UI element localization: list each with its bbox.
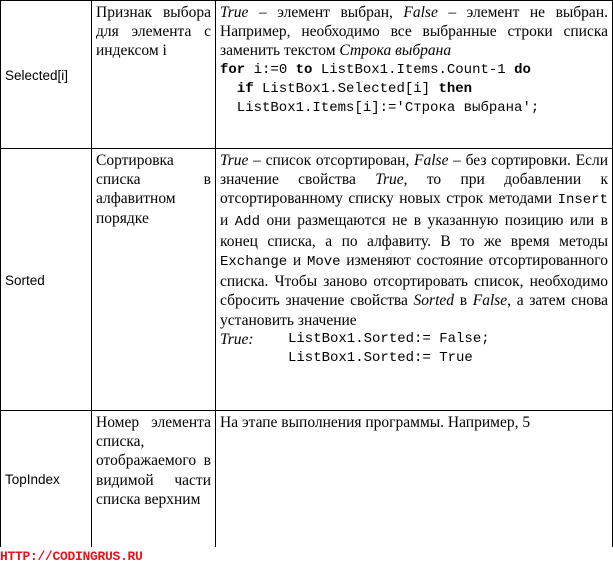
text-run: , то при добавлении к отсортированному списку новых строк методами [220,171,608,208]
code-line: ListBox1.Sorted:= True [288,350,473,367]
text-run: True [375,171,404,189]
property-description-cell [216,149,613,411]
property-meaning-cell: Признак выбора для элемента с индексом i [92,1,216,149]
text-run [220,81,237,97]
description-text [220,3,608,61]
text-run: Exchange [220,254,288,271]
code-line [220,99,608,118]
code-line [220,80,608,99]
text-run: Move [306,254,341,271]
text-run: ListBox1.Items.Count-1 [312,61,515,78]
text-run: ListBox1.Selected[i] [253,80,439,97]
text-run: , а затем снова установить значение [220,292,608,329]
text-run: Строка выбрана [339,42,452,60]
text-run: False [414,152,449,169]
text-run: Add [234,213,260,230]
code-example [220,61,608,119]
table-row [1,1,613,149]
property-description-cell [216,1,613,149]
text-run: False [472,292,508,310]
property-meaning-cell: Сортировка списка в алфавитном порядке [92,149,216,411]
text-run: и [287,252,307,270]
text-run: to [295,61,313,78]
text-run: if [236,80,254,97]
text-run: then [438,80,473,97]
code-prefix: True: [220,330,254,348]
property-meaning-cell: Номер элемента списка, отображаемого в видимой части списка верхним [92,411,216,547]
property-name-cell: Selected[i] [1,1,92,149]
property-description-cell: На этапе выполнения программы. Например, 5 [216,411,613,547]
property-name-cell: Sorted [1,149,92,411]
code-line: ListBox1.Sorted:= False; [288,330,490,347]
text-run: в [454,292,473,310]
site-watermark: HTTP://CODINGRUS.RU [0,549,143,564]
text-run: ListBox1.Items[i]:='Строка выбрана'; [220,100,540,117]
text-run: True [220,152,249,169]
text-run: – элемент не выбран. Например, необходимо все выбранные строки списка заменить текстом [220,4,608,60]
text-run: Sorted [413,292,455,310]
text-run: False [403,4,438,21]
table-row [1,411,613,547]
text-run: True [220,4,249,21]
description-text [220,151,608,330]
table-row [1,149,613,411]
text-run: do [514,61,531,78]
text-run: и [220,211,235,229]
code-example [220,330,608,368]
text-run: – элемент выбран, [248,4,404,21]
code-line [220,61,608,80]
text-run: i:=0 [245,61,296,78]
text-run: изменяют состояние отсортированного списка. Чтобы заново отсортировать список, необходимо сбросить значение свойства [220,252,608,310]
property-name-cell: TopIndex [1,411,92,547]
text-run: – список отсортирован, [248,152,415,169]
text-run: они размещаются не в указанную позицию или в конец списка, а по алфавиту. В то же время методы [220,211,609,250]
text-run: Insert [557,192,608,209]
text-run: – без сортировки. Если значение свойства [220,152,608,189]
text-run: for [220,61,246,78]
